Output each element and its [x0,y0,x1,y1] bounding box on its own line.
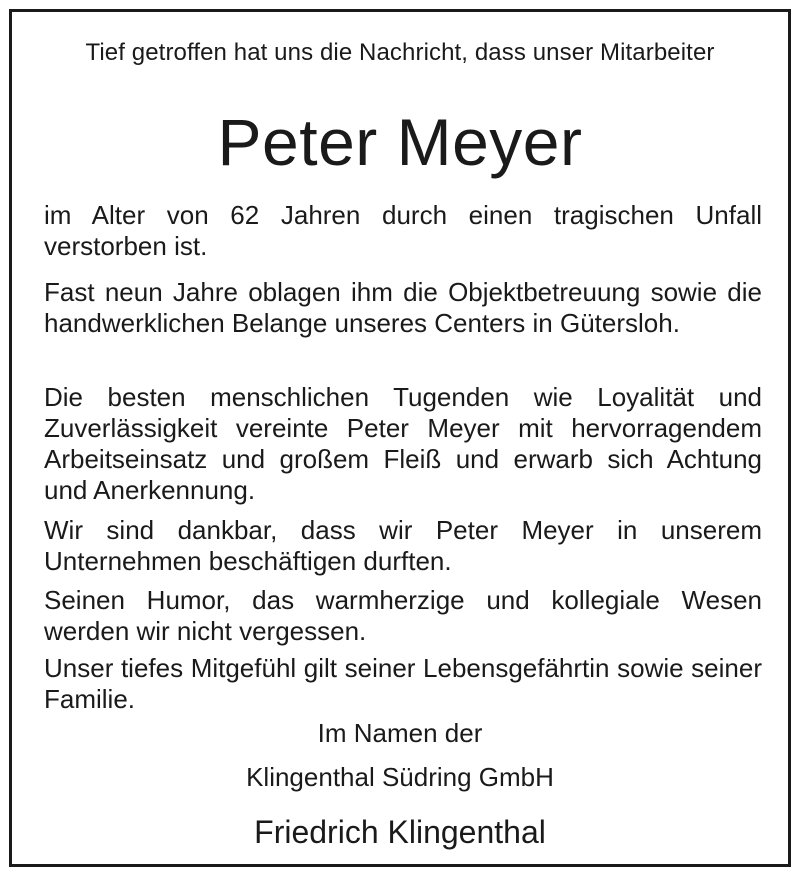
deceased-name: Peter Meyer [217,105,583,179]
obituary-frame [9,9,791,867]
paragraph-virtues: Die besten menschlichen Tugenden wie Loyalität und Zuverlässigkeit vereinte Peter Meyer mit hervorragendem Arbeitseinsatz und großem Fleiß und erwarb sich Achtung und Anerkennung. [44,382,762,505]
signature-company: Klingenthal Südring GmbH [246,762,554,792]
signature-on-behalf: Im Namen der [317,718,483,748]
paragraph-duties: Fast neun Jahre oblagen ihm die Objektbetreuung sowie die handwerklichen Belange unseres Centers in Gütersloh. [44,277,762,338]
paragraph-condolence: Unser tiefes Mitgefühl gilt seiner Lebensgefährtin sowie seiner Familie. [44,653,762,714]
paragraph-age: im Alter von 62 Jahren durch einen tragischen Unfall verstorben ist. [44,200,762,261]
paragraph-gratitude: Wir sind dankbar, dass wir Peter Meyer in unserem Unternehmen beschäftigen durften. [44,515,762,576]
signature-signer-name: Friedrich Klingenthal [254,814,546,850]
intro-text: Tief getroffen hat uns die Nachricht, dass unser Mitarbeiter [85,39,715,66]
paragraph-humor: Seinen Humor, das warmherzige und kollegiale Wesen werden wir nicht vergessen. [44,585,762,646]
